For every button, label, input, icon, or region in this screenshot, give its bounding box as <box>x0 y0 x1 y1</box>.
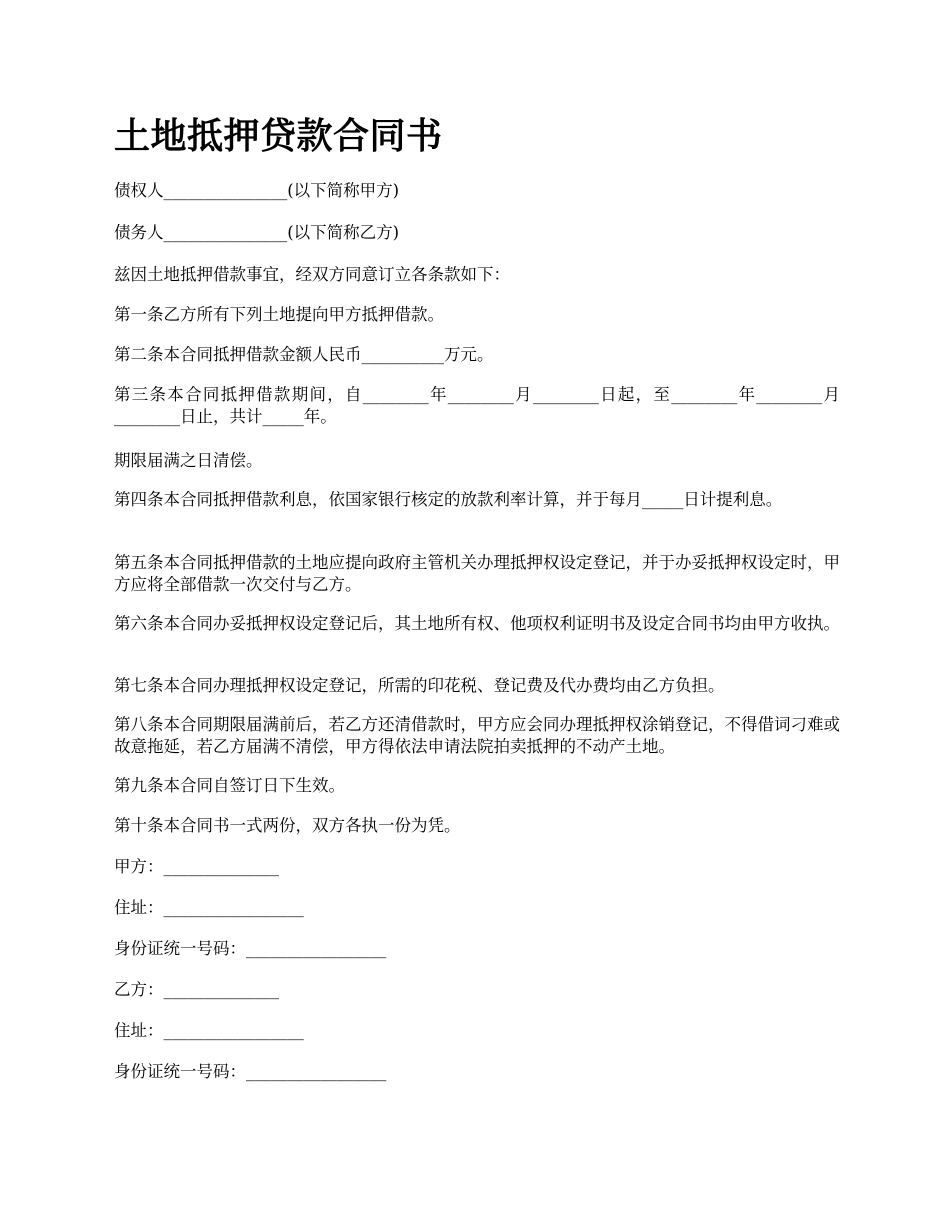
article-9: 第九条本合同自签订日下生效。 <box>114 776 345 795</box>
article-1: 第一条乙方所有下列土地提向甲方抵押借款。 <box>114 305 444 324</box>
preamble: 兹因土地抵押借款事宜，经双方同意订立各条款如下： <box>114 265 510 284</box>
party-a-name: 甲方：______________ <box>114 857 279 876</box>
creditor-line: 债权人_______________(以下简称甲方) <box>114 181 400 200</box>
article-3-continued: 期限届满之日清偿。 <box>114 451 263 470</box>
article-4: 第四条本合同抵押借款利息，依国家银行核定的放款利率计算，并于每月_____日计提利息。 <box>114 490 783 509</box>
article-2: 第二条本合同抵押借款金额人民币__________万元。 <box>114 345 494 364</box>
document-title: 土地抵押贷款合同书 <box>114 115 443 157</box>
article-8: 第八条本合同期限届满前后，若乙方还清借款时，甲方应会同办理抵押权涂销登记，不得借词刁难或故意拖延，若乙方届满不清偿，甲方得依法申请法院拍卖抵押的不动产土地。 <box>114 715 840 756</box>
party-a-id-number: 身份证统一号码：_________________ <box>114 939 387 958</box>
party-b-id-number: 身份证统一号码：_________________ <box>114 1062 387 1081</box>
article-6: 第六条本合同办妥抵押权设定登记后，其土地所有权、他项权利证明书及设定合同书均由甲方收执。 <box>114 614 840 633</box>
debtor-line: 债务人_______________(以下简称乙方) <box>114 223 400 242</box>
party-b-name: 乙方：______________ <box>114 980 279 999</box>
party-a-address: 住址：_________________ <box>114 898 304 917</box>
article-5: 第五条本合同抵押借款的土地应提向政府主管机关办理抵押权设定登记，并于办妥抵押权设定时，甲方应将全部借款一次交付与乙方。 <box>114 553 840 594</box>
article-7: 第七条本合同办理抵押权设定登记，所需的印花税、登记费及代办费均由乙方负担。 <box>114 676 725 695</box>
article-10: 第十条本合同书一式两份，双方各执一份为凭。 <box>114 816 461 835</box>
party-b-address: 住址：_________________ <box>114 1021 304 1040</box>
article-3: 第三条本合同抵押借款期间，自________年________月________日起，至________年________月________日止，共计_____年。 <box>114 385 840 426</box>
